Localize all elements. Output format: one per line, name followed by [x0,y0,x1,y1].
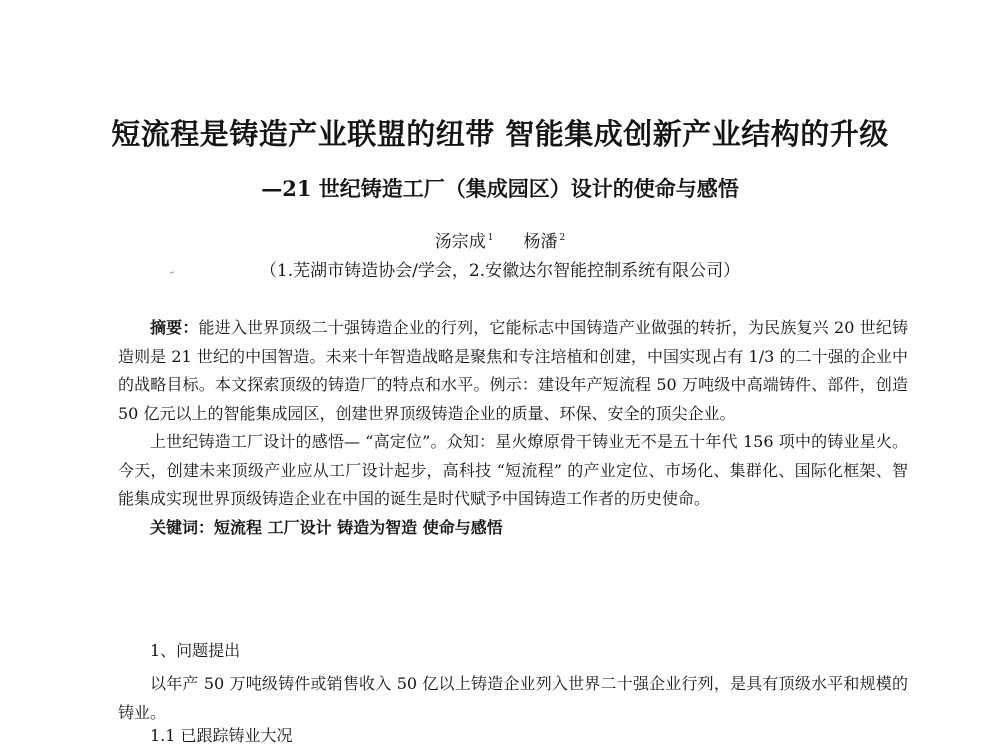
intro-paragraph: 上世纪铸造工厂设计的感悟— “高定位”。众知：星火燎原骨干铸业无不是五十年代 156 项中的铸业星火。今天，创建未来顶级产业应从工厂设计起步，高科技 “短流程” 的产业定位、市场化、集群化、国际化框架、智能集成实现世界顶级铸造企业在中国的诞生是时代赋予中国铸造工作者的历史使命。 [118,432,908,508]
author-affiliation-mark: 1 [487,233,494,243]
section-paragraph: 以年产 50 万吨级铸件或销售收入 50 亿以上铸造企业列入世界二十强企业行列，是具有顶级水平和规模的铸业。 [118,674,908,722]
keywords-line: 关键词：短流程 工厂设计 铸造为智造 使命与感悟 [150,517,503,537]
abstract-label: 摘要： [150,318,199,337]
section-heading: 1、问题提出 [150,641,241,660]
section-paragraph-block [118,670,908,727]
author-name: 杨潘 [523,232,558,252]
author-name: 汤宗成 [434,232,486,252]
abstract-block [118,314,908,542]
subsection-heading-cutoff: 1.1 已跟踪铸业大况 [150,726,293,745]
paper-subtitle: —21 世纪铸造工厂（集成园区）设计的使命与感悟 [261,176,739,201]
author-line [0,227,1000,252]
author-affiliations: （1.芜湖市铸造协会/学会，2.安徽达尔智能控制系统有限公司） [259,261,741,281]
paper-title: 短流程是铸造产业联盟的纽带 智能集成创新产业结构的升级 [111,117,889,151]
abstract-text: 能进入世界顶级二十强铸造企业的行列，它能标志中国铸造产业做强的转折，为民族复兴 20 世纪铸造则是 21 世纪的中国智造。未来十年智造战略是聚焦和专注培植和创建，中国实现占有 1/3 的二十强的企业中的战略目标。本文探索顶级的铸造厂的特点和水平。例示：建设年产短流程 50 万吨级中高端铸件、部件，创造 50 亿元以上的智能集成园区，创建世界顶级铸造企业的质量、环保、安全的顶尖企业。 [118,318,908,423]
abstract-paragraph [118,314,908,428]
author-affiliation-mark: 2 [559,233,566,243]
